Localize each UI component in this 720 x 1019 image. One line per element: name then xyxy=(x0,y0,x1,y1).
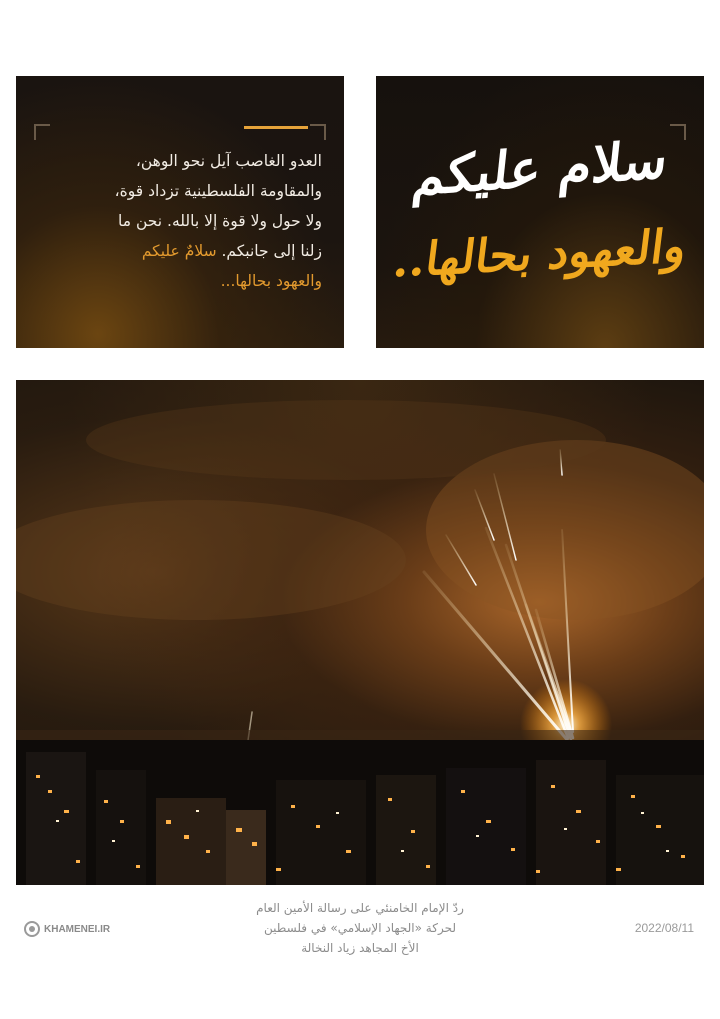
corner-bracket-right xyxy=(310,124,326,140)
corner-bracket-left xyxy=(34,124,50,140)
logo-text: KHAMENEI.IR xyxy=(44,923,111,935)
city-skyline xyxy=(16,740,704,885)
calligraphy-title-line1: سلام عليكم xyxy=(409,129,671,208)
caption-line: لحركة «الجهاد الإسلامي» في فلسطين xyxy=(264,921,456,935)
title-panel xyxy=(376,76,704,348)
quote-line: والمقاومة الفلسطينية تزداد قوة، xyxy=(114,182,322,200)
quote-line xyxy=(34,236,322,266)
caption-line: ردّ الإمام الخامنئي على رسالة الأمين العام xyxy=(256,901,464,915)
calligraphy-title-line2: والعهود بحالها.. xyxy=(390,218,690,288)
quote-panel xyxy=(16,76,344,348)
caption-line: الأخ المجاهد زياد النخالة xyxy=(301,941,419,955)
cloud xyxy=(16,500,406,620)
site-logo[interactable] xyxy=(24,919,110,939)
rocket-launch-photo xyxy=(16,380,704,885)
quote-line-part: زلنا إلى جانبكم. xyxy=(216,242,322,260)
footer-caption xyxy=(200,898,520,958)
night-city-illustration xyxy=(16,380,704,885)
quote-line: ولا حول ولا قوة إلا بالله. نحن ما xyxy=(118,212,322,230)
cloud xyxy=(86,400,606,480)
publish-date: 2022/08/11 xyxy=(634,921,694,935)
quote-text xyxy=(34,146,322,296)
quote-highlight: سلامٌ عليكم xyxy=(141,242,217,260)
logo-emblem-icon xyxy=(24,921,40,937)
quote-line: العدو الغاصب آيل نحو الوهن، xyxy=(135,152,322,170)
quote-highlight-line: والعهود بحالها... xyxy=(220,272,322,290)
accent-line xyxy=(244,126,308,129)
